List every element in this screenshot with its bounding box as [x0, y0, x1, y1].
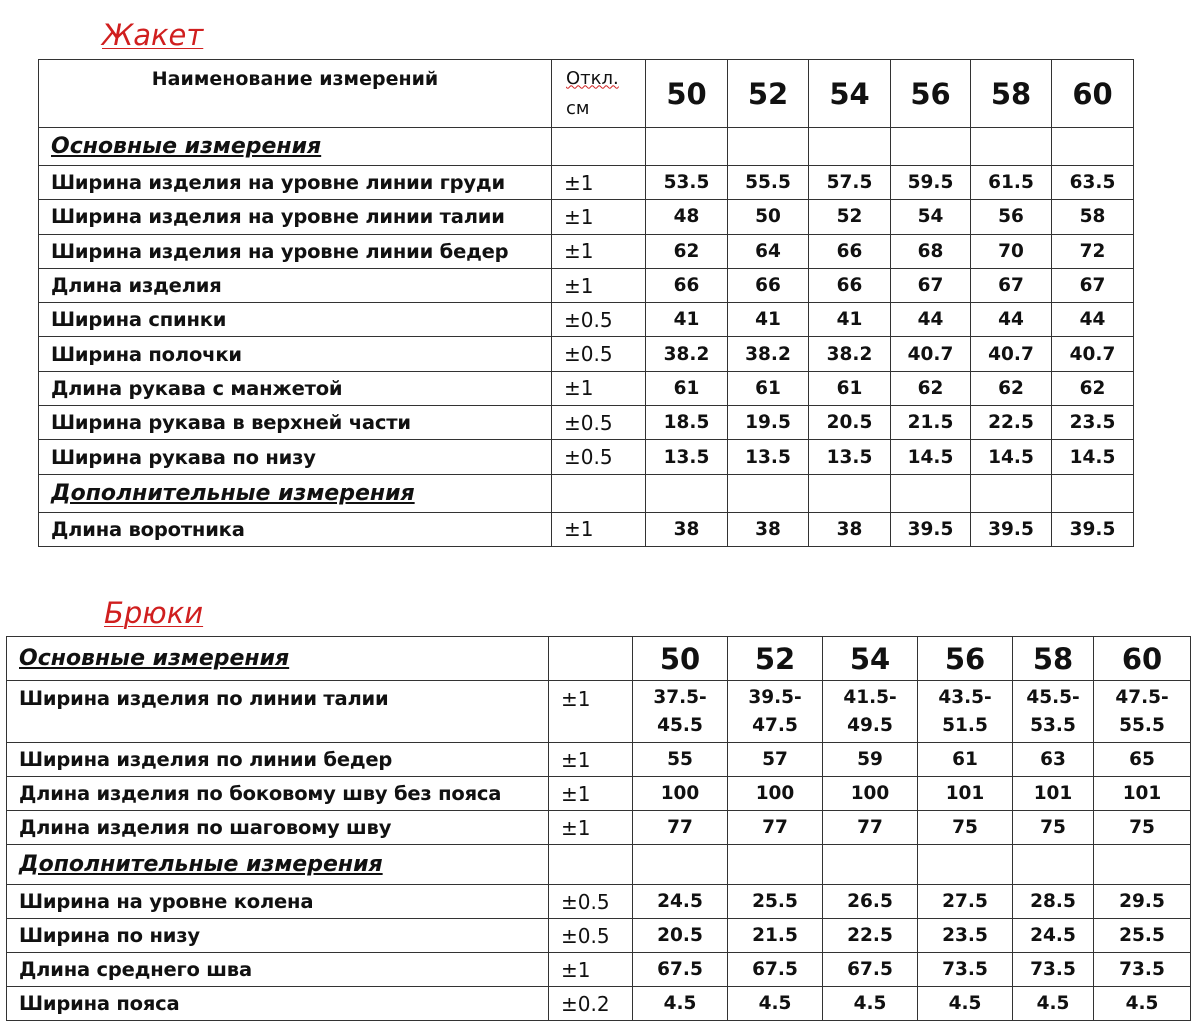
- group-label-main: Основные измерения: [39, 128, 552, 166]
- jacket-size-table: [38, 59, 1134, 547]
- size-header: 52: [728, 637, 823, 681]
- table-row: [39, 303, 1134, 337]
- measurement-value: 73.5: [1013, 953, 1094, 987]
- measurement-name: Ширина пояса: [7, 987, 549, 1021]
- group-label-additional: Дополнительные измерения: [7, 845, 549, 885]
- group-row-additional: [39, 474, 1134, 512]
- measurement-value: 20.5: [809, 406, 891, 440]
- tolerance-value: ±0.5: [552, 440, 646, 474]
- measurement-value: 63: [1013, 743, 1094, 777]
- measurement-value: 18.5: [646, 406, 728, 440]
- measurement-value: 24.5: [633, 885, 728, 919]
- measurement-value: 66: [728, 268, 809, 302]
- range-from: 39.5-: [748, 686, 802, 708]
- measurement-value: 67: [891, 268, 971, 302]
- measurement-value: 24.5: [1013, 919, 1094, 953]
- measurement-value: 77: [728, 811, 823, 845]
- range-to: 51.5: [942, 714, 988, 736]
- measurement-value: 57: [728, 743, 823, 777]
- measurement-value: 48: [646, 200, 728, 234]
- tolerance-value: ±0.2: [549, 987, 633, 1021]
- measurement-value: 14.5: [891, 440, 971, 474]
- measurement-value: 27.5: [918, 885, 1013, 919]
- measurement-value: 4.5: [823, 987, 918, 1021]
- table-row: [39, 234, 1134, 268]
- measurement-name: Ширина на уровне колена: [7, 885, 549, 919]
- table-row: [39, 337, 1134, 371]
- range-cell: [918, 681, 1013, 743]
- size-header: 50: [633, 637, 728, 681]
- tolerance-value: ±1: [552, 268, 646, 302]
- measurement-value: 62: [891, 371, 971, 405]
- measurement-value: 39.5: [1052, 512, 1134, 546]
- measurement-value: 26.5: [823, 885, 918, 919]
- measurement-name: Длина среднего шва: [7, 953, 549, 987]
- measurement-name: Ширина изделия на уровне линии талии: [39, 200, 552, 234]
- measurement-value: 66: [809, 234, 891, 268]
- measurement-value: 63.5: [1052, 166, 1134, 200]
- measurement-value: 19.5: [728, 406, 809, 440]
- measurement-name: Ширина полочки: [39, 337, 552, 371]
- measurement-name: Ширина рукава по низу: [39, 440, 552, 474]
- measurement-value: 59.5: [891, 166, 971, 200]
- measurement-value: 61: [918, 743, 1013, 777]
- measurement-name: Ширина спинки: [39, 303, 552, 337]
- measurement-value: 67: [971, 268, 1052, 302]
- table-row: [39, 512, 1134, 546]
- measurement-name: Длина воротника: [39, 512, 552, 546]
- measurement-value: 101: [1013, 777, 1094, 811]
- measurement-name: Длина изделия: [39, 268, 552, 302]
- range-cell: [823, 681, 918, 743]
- table-row: [39, 166, 1134, 200]
- measurement-value: 44: [971, 303, 1052, 337]
- measurement-value: 100: [728, 777, 823, 811]
- measurement-value: 21.5: [728, 919, 823, 953]
- size-header: 56: [918, 637, 1013, 681]
- table-row: [7, 811, 1191, 845]
- measurement-name: Ширина по низу: [7, 919, 549, 953]
- table-row: [7, 743, 1191, 777]
- measurement-value: 65: [1094, 743, 1191, 777]
- size-header: 54: [823, 637, 918, 681]
- tolerance-value: ±1: [552, 371, 646, 405]
- measurement-name: Ширина изделия по линии бедер: [7, 743, 549, 777]
- measurement-value: 38.2: [809, 337, 891, 371]
- measurement-value: 38: [809, 512, 891, 546]
- measurement-value: 66: [809, 268, 891, 302]
- tolerance-value: ±1: [552, 512, 646, 546]
- measurement-value: 38.2: [646, 337, 728, 371]
- size-header: 56: [891, 60, 971, 128]
- range-to: 55.5: [1119, 714, 1165, 736]
- table-header-row: [39, 60, 1134, 128]
- measurement-value: 4.5: [1094, 987, 1191, 1021]
- measurement-value: 54: [891, 200, 971, 234]
- measurement-value: 14.5: [971, 440, 1052, 474]
- tolerance-value: ±0.5: [552, 406, 646, 440]
- tolerance-value: ±1: [552, 200, 646, 234]
- size-header: 60: [1052, 60, 1134, 128]
- measurement-value: 41: [728, 303, 809, 337]
- measurement-value: 67.5: [728, 953, 823, 987]
- measurement-value: 68: [891, 234, 971, 268]
- table-row: [7, 953, 1191, 987]
- measurement-value: 41: [809, 303, 891, 337]
- range-from: 43.5-: [938, 686, 992, 708]
- measurement-name: Длина изделия по шаговому шву: [7, 811, 549, 845]
- measurement-value: 20.5: [633, 919, 728, 953]
- measurement-value: 73.5: [918, 953, 1013, 987]
- measurement-value: 13.5: [728, 440, 809, 474]
- range-cell: [633, 681, 728, 743]
- tolerance-value: ±1: [552, 166, 646, 200]
- table-row: [39, 371, 1134, 405]
- measurement-value: 67: [1052, 268, 1134, 302]
- measurement-value: 59: [823, 743, 918, 777]
- measurement-value: 4.5: [633, 987, 728, 1021]
- measurement-value: 100: [633, 777, 728, 811]
- measurement-name: Ширина изделия по линии талии: [7, 681, 549, 743]
- measurement-value: 44: [891, 303, 971, 337]
- measurement-name: Длина рукава с манжетой: [39, 371, 552, 405]
- group-row-main: [39, 128, 1134, 166]
- measurement-name: Ширина изделия на уровне линии груди: [39, 166, 552, 200]
- measurement-value: 61: [728, 371, 809, 405]
- measurement-value: 40.7: [1052, 337, 1134, 371]
- range-to: 47.5: [752, 714, 798, 736]
- range-to: 53.5: [1030, 714, 1076, 736]
- table-row: [39, 406, 1134, 440]
- group-label-additional: Дополнительные измерения: [39, 474, 552, 512]
- range-to: 49.5: [847, 714, 893, 736]
- measurement-value: 39.5: [891, 512, 971, 546]
- measurement-name: Длина изделия по боковому шву без пояса: [7, 777, 549, 811]
- size-header: 52: [728, 60, 809, 128]
- tolerance-header: [552, 60, 646, 128]
- size-header: 60: [1094, 637, 1191, 681]
- measurement-value: 101: [918, 777, 1013, 811]
- measurement-value: 4.5: [1013, 987, 1094, 1021]
- range-from: 45.5-: [1026, 686, 1080, 708]
- measurement-value: 77: [823, 811, 918, 845]
- table-row: [7, 987, 1191, 1021]
- measurement-value: 4.5: [918, 987, 1013, 1021]
- range-cell: [1094, 681, 1191, 743]
- tolerance-header-line1: Откл.: [566, 67, 619, 89]
- measurement-value: 55.5: [728, 166, 809, 200]
- measurement-value: 28.5: [1013, 885, 1094, 919]
- measurement-value: 75: [1094, 811, 1191, 845]
- table-row: [7, 777, 1191, 811]
- jacket-section-title: Жакет: [102, 18, 204, 52]
- size-header: 54: [809, 60, 891, 128]
- measurement-value: 21.5: [891, 406, 971, 440]
- tolerance-value: ±0.5: [549, 885, 633, 919]
- tolerance-value: ±0.5: [552, 337, 646, 371]
- measurement-name: Ширина изделия на уровне линии бедер: [39, 234, 552, 268]
- measurement-name: Ширина рукава в верхней части: [39, 406, 552, 440]
- measurement-value: 13.5: [809, 440, 891, 474]
- measurement-value: 38: [646, 512, 728, 546]
- measurement-value: 22.5: [823, 919, 918, 953]
- measurement-value: 62: [1052, 371, 1134, 405]
- measurement-value: 55: [633, 743, 728, 777]
- measurement-value: 57.5: [809, 166, 891, 200]
- measurement-value: 72: [1052, 234, 1134, 268]
- measurement-value: 77: [633, 811, 728, 845]
- range-to: 45.5: [657, 714, 703, 736]
- measurement-value: 14.5: [1052, 440, 1134, 474]
- table-header-row: [7, 637, 1191, 681]
- range-from: 37.5-: [653, 686, 707, 708]
- measurement-value: 62: [646, 234, 728, 268]
- measurement-value: 70: [971, 234, 1052, 268]
- measurement-value: 64: [728, 234, 809, 268]
- measurement-value: 13.5: [646, 440, 728, 474]
- tolerance-value: ±0.5: [549, 919, 633, 953]
- measurement-value: 29.5: [1094, 885, 1191, 919]
- range-from: 41.5-: [843, 686, 897, 708]
- measurement-value: 4.5: [728, 987, 823, 1021]
- measurement-value: 40.7: [891, 337, 971, 371]
- group-row-additional: [7, 845, 1191, 885]
- measurement-value: 39.5: [971, 512, 1052, 546]
- measurement-value: 61: [809, 371, 891, 405]
- tolerance-value: ±0.5: [552, 303, 646, 337]
- tolerance-value: ±1: [549, 681, 633, 743]
- measurement-value: 50: [728, 200, 809, 234]
- measurement-value: 73.5: [1094, 953, 1191, 987]
- trousers-size-table: [6, 636, 1191, 1021]
- table-row: [7, 885, 1191, 919]
- tolerance-header-line2: см: [566, 97, 590, 119]
- group-label-main: Основные измерения: [7, 637, 549, 681]
- measurement-value: 66: [646, 268, 728, 302]
- range-cell: [728, 681, 823, 743]
- tolerance-value: ±1: [549, 777, 633, 811]
- range-cell: [1013, 681, 1094, 743]
- measurement-value: 41: [646, 303, 728, 337]
- table-row: [39, 200, 1134, 234]
- range-from: 47.5-: [1115, 686, 1169, 708]
- size-header: 58: [971, 60, 1052, 128]
- measurement-value: 75: [918, 811, 1013, 845]
- size-header: 50: [646, 60, 728, 128]
- measurement-value: 62: [971, 371, 1052, 405]
- measurement-value: 53.5: [646, 166, 728, 200]
- measurement-value: 56: [971, 200, 1052, 234]
- measurement-value: 101: [1094, 777, 1191, 811]
- measurement-name-header: Наименование измерений: [39, 60, 552, 128]
- table-row: [39, 440, 1134, 474]
- measurement-value: 61: [646, 371, 728, 405]
- measurement-value: 40.7: [971, 337, 1052, 371]
- table-row: [39, 268, 1134, 302]
- measurement-value: 61.5: [971, 166, 1052, 200]
- measurement-value: 52: [809, 200, 891, 234]
- measurement-value: 75: [1013, 811, 1094, 845]
- measurement-value: 25.5: [728, 885, 823, 919]
- tolerance-value: ±1: [552, 234, 646, 268]
- measurement-value: 67.5: [633, 953, 728, 987]
- measurement-value: 100: [823, 777, 918, 811]
- tolerance-value: ±1: [549, 953, 633, 987]
- measurement-value: 38.2: [728, 337, 809, 371]
- measurement-value: 23.5: [1052, 406, 1134, 440]
- table-row: [7, 681, 1191, 743]
- measurement-value: 58: [1052, 200, 1134, 234]
- measurement-value: 44: [1052, 303, 1134, 337]
- trousers-section-title: Брюки: [104, 596, 204, 630]
- measurement-value: 25.5: [1094, 919, 1191, 953]
- tolerance-value: ±1: [549, 743, 633, 777]
- size-header: 58: [1013, 637, 1094, 681]
- table-row: [7, 919, 1191, 953]
- tolerance-value: ±1: [549, 811, 633, 845]
- measurement-value: 22.5: [971, 406, 1052, 440]
- measurement-value: 67.5: [823, 953, 918, 987]
- measurement-value: 23.5: [918, 919, 1013, 953]
- measurement-value: 38: [728, 512, 809, 546]
